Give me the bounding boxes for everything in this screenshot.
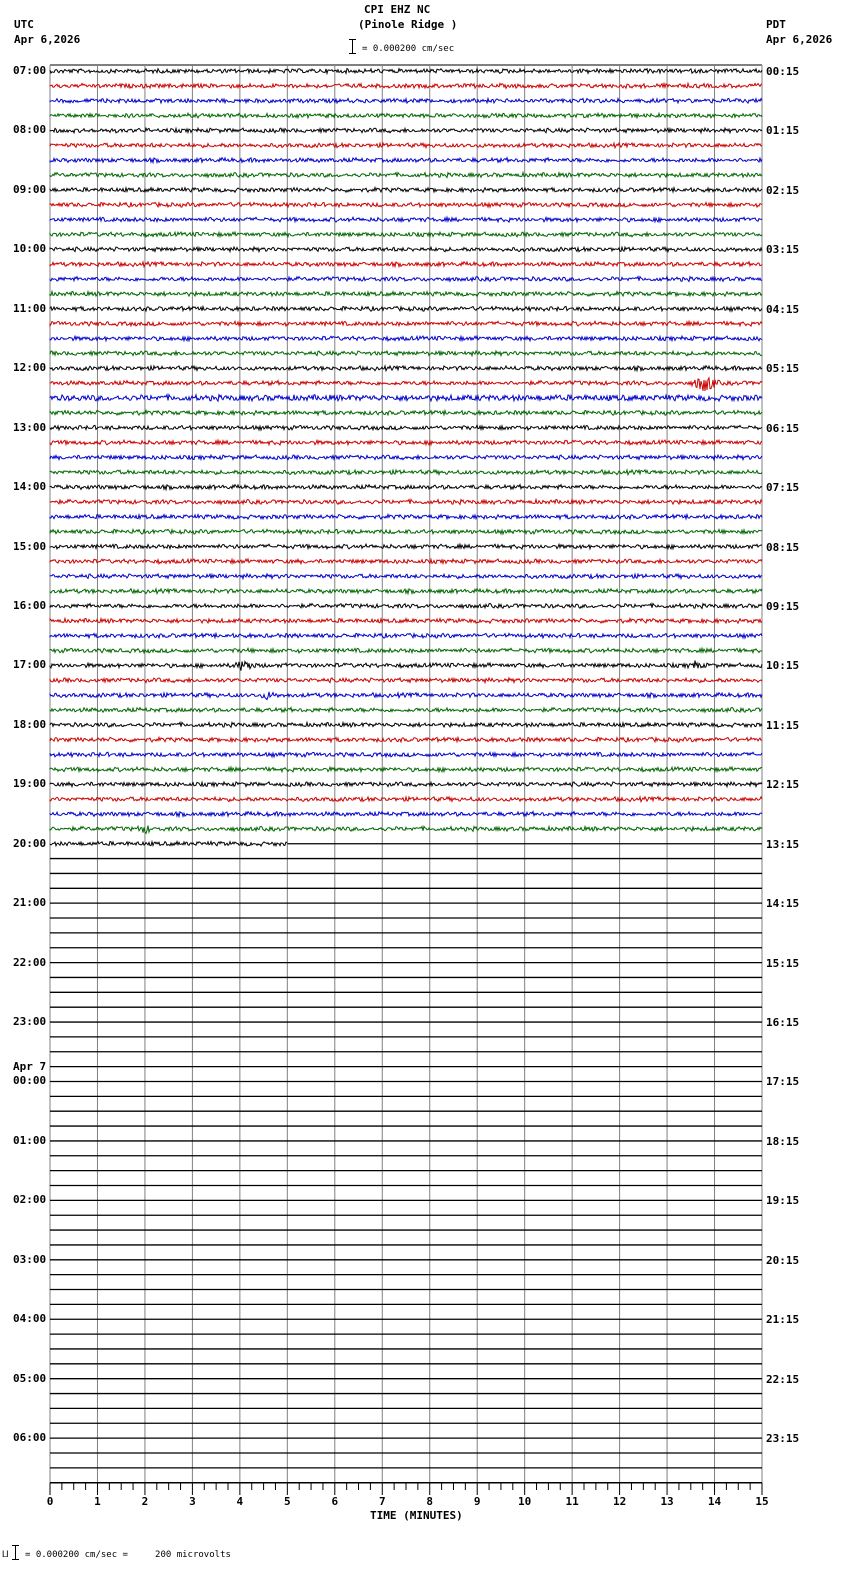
pdt-hour-label: 08:15: [766, 540, 800, 554]
seismic-trace: [50, 515, 762, 520]
utc-hour-label: 05:00: [13, 1371, 47, 1385]
utc-hour-label: 07:00: [13, 64, 47, 77]
seismic-trace: [50, 618, 762, 623]
pdt-hour-label: 07:15: [766, 481, 800, 495]
x-tick-label: 0: [46, 1495, 54, 1508]
pdt-hour-label: 02:15: [766, 183, 800, 197]
seismic-trace: [50, 277, 762, 282]
x-tick-label: 14: [707, 1495, 722, 1508]
x-tick-label: 9: [473, 1495, 481, 1508]
seismic-trace: [50, 648, 762, 653]
seismic-trace: [50, 410, 762, 415]
pdt-hour-label: 03:15: [766, 243, 800, 257]
scale-text: = 0.000200 cm/sec: [362, 44, 455, 54]
utc-hour-label: 19:00: [13, 777, 47, 791]
seismic-trace: [50, 752, 762, 757]
x-tick-label: 12: [612, 1495, 627, 1508]
pdt-hour-label: 21:15: [766, 1313, 800, 1327]
x-tick-label: 7: [378, 1495, 386, 1508]
utc-hour-label: 04:00: [13, 1312, 47, 1326]
seismic-trace: [50, 692, 762, 700]
pdt-hour-label: 04:15: [766, 302, 800, 316]
pdt-hour-label: 00:15: [766, 65, 800, 78]
seismic-trace: [50, 633, 762, 638]
utc-hour-label: 20:00: [13, 836, 47, 850]
utc-hour-label: 17:00: [13, 658, 47, 672]
utc-hour-label: 21:00: [13, 896, 47, 910]
seismic-trace: [50, 722, 762, 727]
x-tick-label: 3: [189, 1495, 196, 1508]
seismic-trace: [50, 173, 762, 178]
right-timezone: PDT: [766, 18, 786, 31]
x-tick-label: 15: [755, 1495, 769, 1508]
site-title: (Pinole Ridge ): [358, 18, 458, 31]
pdt-hour-label: 11:15: [766, 718, 800, 732]
right-date: Apr 6,2026: [766, 33, 833, 46]
seismic-trace: [50, 128, 762, 133]
seismic-trace: [50, 485, 762, 490]
utc-hour-label: 16:00: [13, 598, 47, 612]
utc-hour-label: 22:00: [13, 955, 47, 969]
seismic-trace: [50, 455, 762, 460]
seismic-trace: [50, 202, 762, 207]
pdt-hour-label: 15:15: [766, 956, 800, 970]
pdt-hour-label: 20:15: [766, 1253, 800, 1267]
station-title: CPI EHZ NC: [364, 3, 431, 16]
utc-hour-label: 03:00: [13, 1252, 47, 1266]
pdt-hour-label: 19:15: [766, 1194, 800, 1208]
seismic-trace: [50, 351, 762, 356]
utc-hour-label: 12:00: [13, 361, 47, 375]
x-tick-label: 10: [518, 1495, 532, 1508]
seismic-trace: [50, 812, 762, 817]
pdt-hour-label: 17:15: [766, 1075, 800, 1089]
seismic-trace: [50, 529, 762, 534]
seismic-trace: [50, 737, 762, 742]
utc-hour-label: 01:00: [13, 1133, 47, 1147]
seismic-trace: [50, 470, 762, 475]
seismic-trace: [50, 544, 762, 549]
seismic-trace: [50, 247, 762, 252]
seismic-trace: [50, 158, 762, 163]
seismic-trace: [50, 678, 762, 683]
utc-hour-label: 13:00: [13, 420, 47, 434]
seismic-trace: [50, 574, 762, 579]
utc-hour-label: 18:00: [13, 717, 47, 731]
seismic-trace: [50, 188, 762, 193]
pdt-hour-label: 01:15: [766, 124, 800, 138]
utc-hour-label: 11:00: [13, 301, 47, 315]
x-axis-label: TIME (MINUTES): [370, 1509, 463, 1522]
pdt-hour-label: 12:15: [766, 778, 800, 792]
pdt-hour-label: 16:15: [766, 1016, 800, 1030]
seismic-trace: [50, 306, 762, 311]
seismic-trace: [50, 767, 762, 772]
seismic-trace: [50, 99, 762, 104]
seismic-trace: [50, 604, 762, 609]
utc-hour-label: 08:00: [13, 123, 47, 137]
seismic-trace: [50, 292, 762, 297]
seismic-trace: [50, 842, 287, 847]
left-date: Apr 6,2026: [14, 33, 81, 46]
pdt-hour-label: 23:15: [766, 1432, 800, 1446]
pdt-hour-label: 22:15: [766, 1372, 800, 1386]
pdt-hour-label: 09:15: [766, 599, 800, 613]
seismic-trace: [50, 589, 762, 594]
pdt-hour-label: 05:15: [766, 362, 800, 376]
utc-hour-label: 02:00: [13, 1193, 47, 1207]
seismic-trace: [50, 559, 762, 564]
date-change-label: Apr 7: [13, 1060, 47, 1074]
x-tick-label: 13: [660, 1495, 674, 1508]
utc-hour-label: 14:00: [13, 480, 47, 494]
footer-scale-bar-icon: [12, 1545, 19, 1560]
seismic-trace: [50, 366, 762, 371]
x-tick-label: 4: [236, 1495, 244, 1508]
seismic-trace: [50, 143, 762, 148]
seismic-trace: [50, 113, 762, 118]
utc-hour-label: 10:00: [13, 242, 47, 256]
x-tick-label: 2: [141, 1495, 149, 1508]
seismic-trace: [50, 425, 762, 430]
pdt-hour-label: 06:15: [766, 421, 800, 435]
seismic-trace: [50, 500, 762, 505]
seismic-trace: [50, 232, 762, 237]
pdt-hour-label: 18:15: [766, 1134, 800, 1148]
seismic-trace: [50, 797, 762, 802]
pdt-hour-label: 13:15: [766, 837, 800, 851]
seismic-trace: [50, 440, 762, 445]
x-tick-label: 1: [94, 1495, 101, 1508]
x-tick-label: 5: [284, 1495, 291, 1508]
left-timezone: UTC: [14, 18, 34, 31]
utc-hour-label: 00:00: [13, 1074, 47, 1088]
seismic-trace: [50, 69, 762, 74]
utc-hour-label: 15:00: [13, 539, 47, 553]
seismic-trace: [50, 782, 762, 787]
x-tick-label: 8: [426, 1495, 434, 1508]
seismic-trace: [50, 378, 762, 391]
seismic-trace: [50, 336, 762, 341]
utc-hour-label: 23:00: [13, 1015, 47, 1029]
footer-scale-text: = 0.000200 cm/sec = 200 microvolts: [25, 1550, 231, 1560]
pdt-hour-label: 14:15: [766, 897, 800, 911]
pdt-hour-label: 10:15: [766, 659, 800, 673]
seismic-trace: [50, 661, 762, 671]
seismic-trace: [50, 826, 762, 834]
x-tick-label: 11: [565, 1495, 579, 1508]
seismic-trace: [50, 83, 762, 88]
footer-marker: ⨿: [2, 1550, 9, 1560]
seismic-trace: [50, 217, 762, 222]
seismic-trace: [50, 262, 762, 267]
seismic-trace: [50, 321, 762, 326]
utc-hour-label: 09:00: [13, 182, 47, 196]
x-tick-label: 6: [331, 1495, 339, 1508]
seismic-trace: [50, 708, 762, 713]
seismic-trace: [50, 395, 762, 401]
utc-hour-label: 06:00: [13, 1431, 47, 1445]
